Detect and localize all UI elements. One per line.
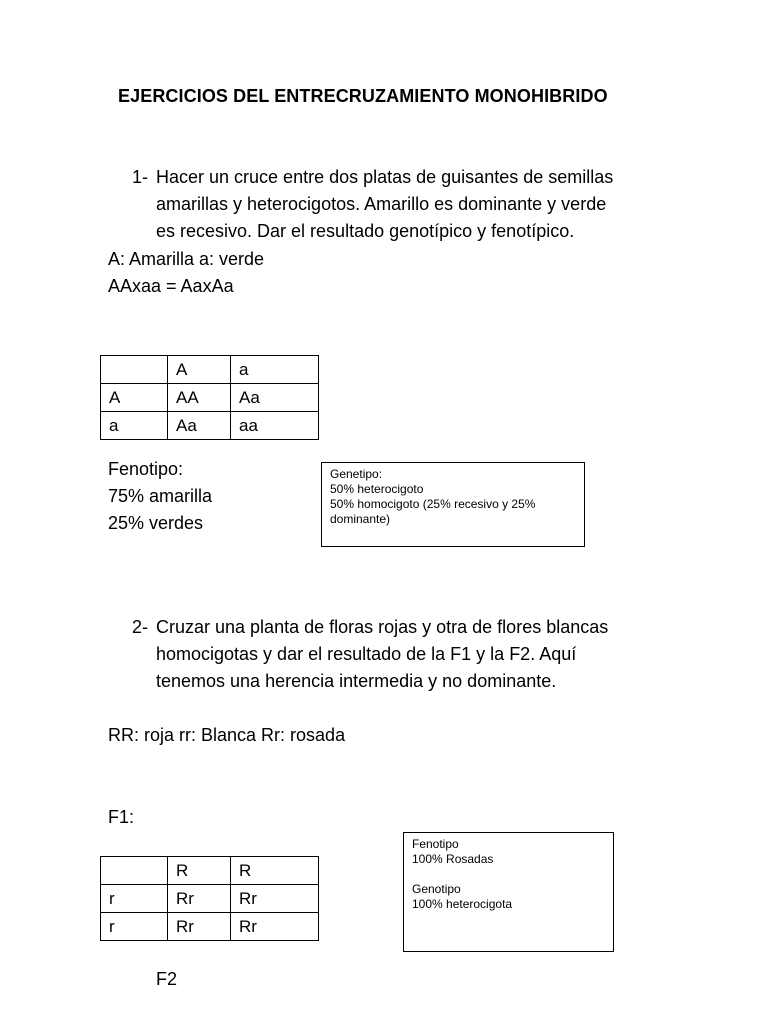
table-row: [101, 384, 319, 412]
table-cell: AA: [168, 384, 231, 412]
exercise-2-result-box: [403, 832, 614, 952]
table-cell: Rr: [168, 885, 231, 913]
exercise-1-cross: AAxaa = AaxAa: [108, 276, 234, 296]
exercise-2-line: Cruzar una planta de floras rojas y otra de flores blancas: [156, 617, 609, 637]
table-row: [101, 857, 319, 885]
table-row: [101, 412, 319, 440]
exercise-1-statement: [156, 164, 656, 245]
exercise-2-punnett-square: [100, 856, 319, 941]
table-cell: [101, 857, 168, 885]
table-cell: aa: [231, 412, 319, 440]
exercise-1-number: 1-: [132, 167, 149, 187]
f1-label: F1:: [108, 807, 135, 827]
genotype-line: 50% homocigoto (25% recesivo y 25%: [330, 497, 536, 511]
genotype-line: 50% heterocigoto: [330, 482, 424, 496]
phenotype-line: 75% amarilla: [108, 486, 213, 506]
table-cell: Aa: [231, 384, 319, 412]
result-genotype-heading: Genotipo: [412, 882, 461, 896]
table-row: [101, 913, 319, 941]
exercise-2-line: tenemos una herencia intermedia y no dominante.: [156, 671, 557, 691]
table-cell: a: [231, 356, 319, 384]
table-row: [101, 885, 319, 913]
table-cell: A: [168, 356, 231, 384]
table-cell: A: [101, 384, 168, 412]
exercise-2-allele-legend: RR: roja rr: Blanca Rr: rosada: [108, 725, 346, 745]
table-cell: Rr: [168, 913, 231, 941]
exercise-1-genotype-box: [321, 462, 585, 547]
exercise-2-number: 2-: [132, 617, 149, 637]
table-cell: R: [231, 857, 319, 885]
genotype-heading: Genetipo:: [330, 467, 383, 481]
result-phenotype-value: 100% Rosadas: [412, 852, 494, 866]
exercise-1-line: es recesivo. Dar el resultado genotípico y fenotípico.: [156, 221, 575, 241]
table-row: [101, 356, 319, 384]
phenotype-line: 25% verdes: [108, 513, 204, 533]
f2-label: F2: [156, 969, 178, 989]
table-cell: r: [101, 885, 168, 913]
result-phenotype-heading: Fenotipo: [412, 837, 459, 851]
table-cell: R: [168, 857, 231, 885]
document-title: EJERCICIOS DEL ENTRECRUZAMIENTO MONOHIBRIDO: [118, 86, 608, 106]
exercise-1-phenotype: [108, 456, 212, 537]
exercise-2-line: homocigotas y dar el resultado de la F1 y la F2. Aquí: [156, 644, 577, 664]
table-cell: Aa: [168, 412, 231, 440]
result-genotype-value: 100% heterocigota: [412, 897, 513, 911]
exercise-1-allele-legend: A: Amarilla a: verde: [108, 249, 265, 269]
table-cell: Rr: [231, 913, 319, 941]
table-cell: Rr: [231, 885, 319, 913]
exercise-2-statement: [156, 614, 656, 695]
phenotype-heading: Fenotipo:: [108, 459, 184, 479]
table-cell: [101, 356, 168, 384]
exercise-1-line: Hacer un cruce entre dos platas de guisantes de semillas: [156, 167, 614, 187]
exercise-1-line: amarillas y heterocigotos. Amarillo es dominante y verde: [156, 194, 607, 214]
exercise-1-punnett-square: [100, 355, 319, 440]
genotype-line: dominante): [330, 512, 391, 526]
table-cell: a: [101, 412, 168, 440]
table-cell: r: [101, 913, 168, 941]
